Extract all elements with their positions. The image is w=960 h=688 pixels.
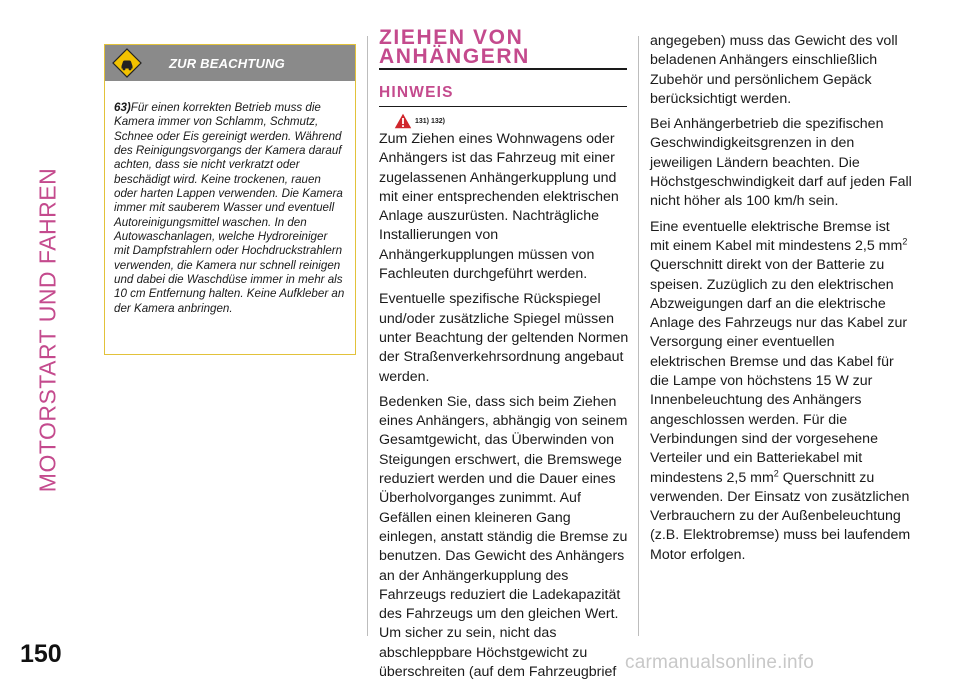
- superscript: 2: [773, 467, 779, 478]
- watermark: carmanualsonline.info: [625, 652, 815, 673]
- subsection-rule: [379, 106, 627, 107]
- section-title-line1: ZIEHEN VON: [379, 26, 524, 49]
- warning-box: [104, 44, 356, 355]
- column-divider-right: [638, 36, 639, 636]
- warning-header: [105, 45, 355, 81]
- paragraph-part: Querschnitt direkt von der Batterie zu speisen. Zuzüglich zu den elektrischen Abzweigungen darf an die elektrische Anlage des Fahrzeugs nur das Kabel zur Versorgung einer eventuellen elektrischen Bremse und das Kabel für die Lampe von höchstens 15 W zur Innenbeleuchtung des Anhängers angeschlossen werden. Für die Verbindungen sind der vorgesehene Verteiler und ein Batteriekabel mit mindestens 2,5 mm: [650, 257, 908, 486]
- paragraph: Zum Ziehen eines Wohnwagens oder Anhängers ist das Fahrzeug mit einer zugelassenen Anhängerkupplung und mit einer entsprechenden elektrischen Anlage auszurüsten. Nachträgliche Installierungen von Anhängerkupplungen müssen von Fachleuten durchgeführt werden.: [379, 131, 619, 283]
- chapter-side-title: MOTORSTART UND FAHREN: [34, 167, 61, 493]
- note-references: 131) 132): [415, 117, 445, 125]
- superscript: 2: [902, 236, 908, 247]
- column-middle: [379, 28, 629, 688]
- car-warning-icon: [111, 47, 143, 79]
- paragraph: Bei Anhängerbetrieb die spezifischen Geschwindigkeitsgrenzen in den jeweiligen Ländern beachten. Die Höchstgeschwindigkeit darf auf jeden Fall nicht höher als 100 km/h sein.: [650, 116, 912, 210]
- column-right: [650, 32, 912, 571]
- column-divider-left: [367, 36, 368, 636]
- paragraph: Bedenken Sie, dass sich beim Ziehen eines Anhängers, abhängig von seinem Gesamtgewicht, das Überwinden von Steigungen erschwert, die Bremswege reduziert werden und die Dauer eines Überholvorganges zunimmt. Auf Gefällen einen kleineren Gang einlegen, anstatt ständig die Bremse zu benutzen. Das Gewicht des Anhängers an der Anhängerkupplung des Fahrzeugs reduziert die Ladekapazität des Fahrzeugs um den gleichen Wert. Um sicher zu sein, nicht das abschleppbare Höchstgewicht zu überschreiten (auf dem Fahrzeugbrief: [379, 393, 628, 681]
- warning-header-label: ZUR BEACHTUNG: [169, 56, 285, 71]
- warning-body: Für einen korrekten Betrieb muss die Kamera immer von Schlamm, Schmutz, Schnee oder Eis gereinigt werden. Während des Reinigungsvorgangs der Kamera darauf achten, dass sie nicht verkratzt oder beschädigt wird. Keine trockenen, rauen oder harten Lappen verwenden. Die Kamera immer mit sauberem Wasser und eventuell Autoreinigungsmittel waschen. In den Autowaschanlagen, welche Hydroreiniger mit Dampfstrahlern oder Hochdruckstrahlern verwenden, die Kamera nur schnell reinigen und dabei die Waschdüse immer in mehr als 10 cm Entfernung halten. Keine Aufkleber an der Kamera anbringen.: [114, 101, 345, 315]
- paragraph-part: Eine eventuelle elektrische Bremse ist mit einem Kabel mit mindestens 2,5 mm: [650, 218, 903, 254]
- section-title-rule: [379, 68, 627, 70]
- paragraph-part: Querschnitt zu verwenden. Der Einsatz von zusätzlichen Verbrauchern zu der Außenbeleuchtung (z.B. Elektrobremse) muss bei laufendem Motor erfolgen.: [650, 469, 911, 563]
- paragraph-electric-brake: [650, 218, 912, 565]
- note-reference-line: [379, 112, 629, 130]
- paragraph: angegeben) muss das Gewicht des voll beladenen Anhängers einschließlich Zubehör und persönlichem Gepäck berücksichtigt werden.: [650, 33, 898, 107]
- section-title: [379, 28, 629, 66]
- section-title-line2: ANHÄNGERN: [379, 45, 530, 68]
- warning-reference: 63): [114, 101, 131, 114]
- warning-triangle-icon: [394, 113, 412, 129]
- paragraph: Eventuelle spezifische Rückspiegel und/oder zusätzliche Spiegel müssen unter Beachtung der geltenden Normen der Straßenverkehrsordnung angebaut werden.: [379, 291, 629, 385]
- subsection-title: HINWEIS: [379, 84, 454, 101]
- page-number: 150: [20, 640, 62, 668]
- warning-text: [105, 81, 355, 316]
